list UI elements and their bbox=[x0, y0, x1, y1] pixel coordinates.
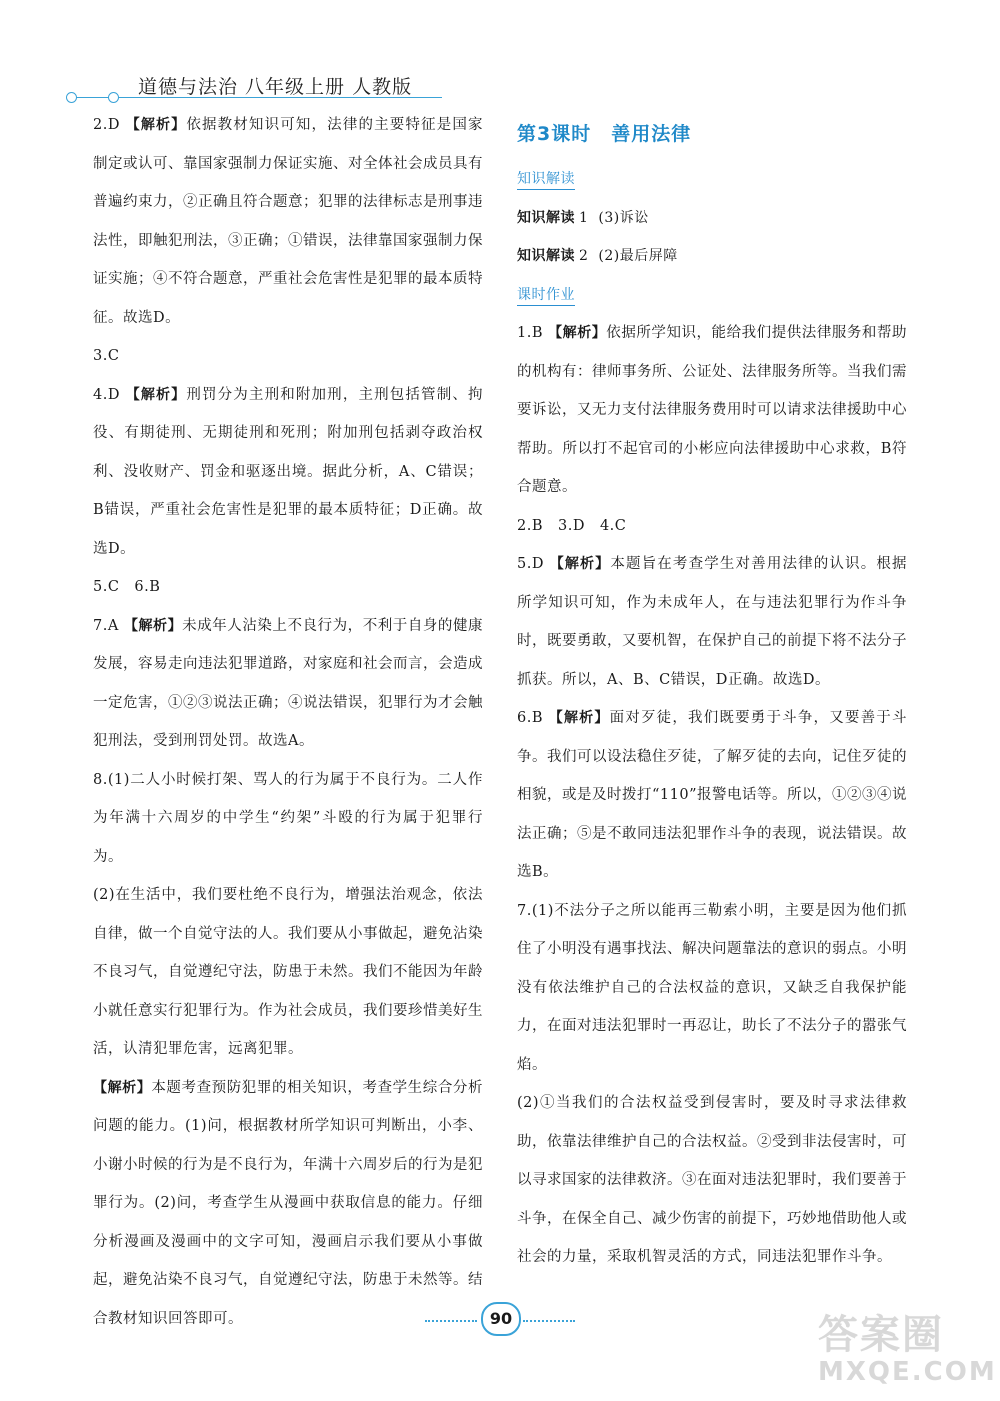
knowledge-item bbox=[517, 237, 907, 276]
knowledge-number: 1 bbox=[579, 209, 589, 226]
page-number: 90 bbox=[481, 1302, 521, 1336]
answer-text: (2)①当我们的合法权益受到侵害时，要及时寻求法律救助，依靠法律维护自己的合法权益。②受到非法侵害时，可以寻求国家的法律救济。③在面对违法犯罪时，我们要善于斗争，在保全自己、减少伤害的前提下，巧妙地借助他人或社会的力量，采取机智灵活的方式，同违法犯罪作斗争。 bbox=[517, 1095, 907, 1265]
section-heading-knowledge: 知识解读 bbox=[517, 170, 575, 190]
knowledge-item bbox=[517, 199, 907, 238]
homework-answers bbox=[517, 314, 907, 1277]
header-dot-left bbox=[66, 92, 77, 103]
analysis-tag: 【解析】 bbox=[123, 617, 183, 634]
knowledge-list bbox=[517, 199, 907, 276]
answer-number: 2.B 3.D 4.C bbox=[517, 517, 627, 534]
book-title: 道德与法治 八年级上册 人教版 bbox=[138, 76, 413, 98]
answer-item bbox=[93, 376, 483, 569]
analysis-tag: 【解析】 bbox=[125, 117, 187, 133]
answer-item bbox=[517, 1084, 907, 1277]
answer-number: 4.D bbox=[93, 386, 126, 403]
knowledge-number: 2 bbox=[579, 248, 589, 264]
answer-text: 未成年人沾染上不良行为，不利于自身的健康发展，容易走向违法犯罪道路，对家庭和社会而言，会造成一定危害，①②③说法正确；④说法错误，犯罪行为才会触犯刑法，受到刑罚处罚。故选A。 bbox=[93, 617, 484, 749]
lesson-title: 第3课时 善用法律 bbox=[517, 123, 692, 145]
analysis-tag: 【解析】 bbox=[548, 710, 610, 726]
answer-item bbox=[517, 314, 907, 507]
watermark-url: MXQE.COM bbox=[818, 1357, 997, 1387]
answer-item bbox=[517, 545, 907, 699]
answer-text: 面对歹徒，我们既要勇于斗争，又要善于斗争。我们可以设法稳住歹徒，了解歹徒的去向，记住歹徒的相貌，或是及时拨打“110”报警电话等。所以，①②③④说法正确；⑤是不敢同违法犯罪作斗争的表现，说法错误。故选B。 bbox=[517, 710, 907, 880]
left-column bbox=[93, 106, 483, 1338]
knowledge-answer: (2)最后屏障 bbox=[598, 248, 678, 264]
answer-item bbox=[93, 761, 483, 877]
answer-item bbox=[93, 607, 483, 761]
answer-text: (1)二人小时候打架、骂人的行为属于不良行为。二人作为年满十六周岁的中学生“约架”斗殴的行为属于犯罪行为。 bbox=[93, 771, 483, 865]
answer-number: 5.C 6.B bbox=[93, 579, 161, 595]
answer-item bbox=[517, 507, 907, 546]
page-header bbox=[60, 66, 460, 106]
page-footer bbox=[425, 1300, 575, 1340]
answer-number: 3.C bbox=[93, 348, 120, 364]
analysis-tag: 【解析】 bbox=[125, 386, 187, 403]
answer-number: 7.A bbox=[93, 617, 124, 634]
knowledge-label: 知识解读 bbox=[517, 248, 575, 264]
answer-number: 6.B bbox=[517, 710, 549, 726]
analysis-tag: 【解析】 bbox=[548, 325, 607, 341]
footer-dots-left bbox=[425, 1320, 477, 1322]
knowledge-label: 知识解读 bbox=[517, 209, 575, 226]
answer-text: (2)在生活中，我们要杜绝不良行为，增强法治观念，依法自律，做一个自觉守法的人。我们要从小事做起，避免沾染不良习气，自觉遵纪守法，防患于未然。我们不能因为年龄小就任意实行犯罪行为。作为社会成员，我们要珍惜美好生活，认清犯罪危害，远离犯罪。 bbox=[93, 887, 483, 1057]
answer-item bbox=[93, 568, 483, 607]
answer-text: 依据所学知识，能给我们提供法律服务和帮助的机构有：律师事务所、公证处、法律服务所等。当我们需要诉讼，又无力支付法律服务费用时可以请求法律援助中心帮助。所以打不起官司的小彬应向法律援助中心求救，B符合题意。 bbox=[517, 325, 908, 495]
answer-text: 本题考查预防犯罪的相关知识，考查学生综合分析问题的能力。(1)问，根据教材所学知识可判断出，小李、小谢小时候的行为是不良行为，年满十六周岁后的行为是犯罪行为。(2)问，考查学生从漫画中获取信息的能力。仔细分析漫画及漫画中的文字可知，漫画启示我们要从小事做起，避免沾染不良习气，自觉遵纪守法，防患于未然等。结合教材知识回答即可。 bbox=[93, 1079, 484, 1327]
answer-item bbox=[93, 876, 483, 1069]
header-rule bbox=[74, 97, 442, 98]
section-heading-homework: 课时作业 bbox=[517, 286, 575, 306]
footer-dots-right bbox=[523, 1320, 575, 1322]
answer-item bbox=[517, 699, 907, 892]
answer-text: 本题旨在考查学生对善用法律的认识。根据所学知识可知，作为未成年人，在与违法犯罪行为作斗争时，既要勇敢，又要机智，在保护自己的前提下将不法分子抓获。所以，A、B、C错误，D正确。故选D。 bbox=[517, 556, 908, 688]
answer-number: 8. bbox=[93, 771, 108, 788]
watermark-text: 答案圈 bbox=[818, 1312, 944, 1358]
answer-text: 刑罚分为主刑和附加刑，主刑包括管制、拘役、有期徒刑、无期徒刑和死刑；附加刑包括剥夺政治权利、没收财产、罚金和驱逐出境。据此分析，A、C错误；B错误，严重社会危害性是犯罪的最本质特征；D正确。故选D。 bbox=[93, 386, 484, 557]
answer-number: 1.B bbox=[517, 325, 549, 341]
analysis-tag: 【解析】 bbox=[93, 1079, 152, 1096]
answer-item bbox=[93, 106, 483, 337]
answer-number: 5.D bbox=[517, 556, 550, 572]
right-column bbox=[517, 106, 907, 1277]
watermark-logo bbox=[818, 1312, 997, 1392]
answer-number: 7. bbox=[517, 902, 532, 919]
answer-text: 依据教材知识可知，法律的主要特征是国家制定或认可、靠国家强制力保证实施、对全体社会成员具有普遍约束力，②正确且符合题意；犯罪的法律标志是刑事违法性，即触犯刑法，③正确；①错误，法律靠国家强制力保证实施；④不符合题意，严重社会危害性是犯罪的最本质特征。故选D。 bbox=[93, 117, 484, 326]
knowledge-answer: (3)诉讼 bbox=[598, 209, 649, 226]
answer-item bbox=[93, 337, 483, 376]
answer-text: (1)不法分子之所以能再三勒索小明，主要是因为他们抓住了小明没有遇事找法、解决问题靠法的意识的弱点。小明没有依法维护自己的合法权益的意识，又缺乏自我保护能力，在面对违法犯罪时一再忍让，助长了不法分子的嚣张气焰。 bbox=[517, 902, 907, 1073]
analysis-tag: 【解析】 bbox=[549, 556, 611, 572]
answer-item bbox=[517, 892, 907, 1085]
answer-number: 2.D bbox=[93, 117, 126, 133]
answer-item bbox=[93, 1069, 483, 1339]
header-dot-mid bbox=[108, 92, 119, 103]
